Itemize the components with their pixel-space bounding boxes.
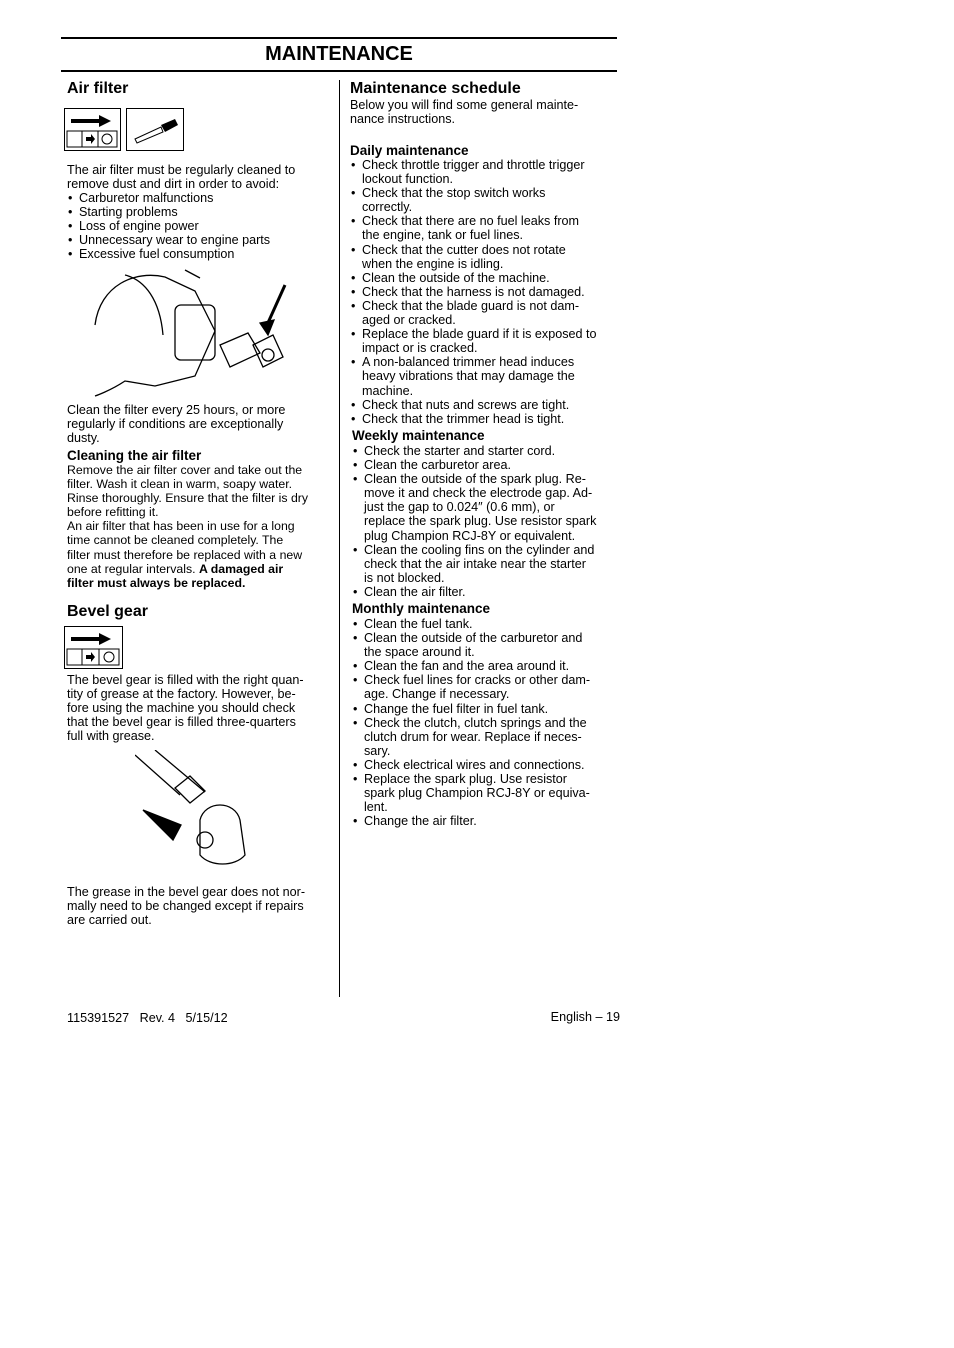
bevel-gear-text: The bevel gear is filled with the right quan- tity of grease at the factory. However, be- fore using the machine you should check that the bevel gear is filled three-quarters full with grease. bbox=[67, 673, 304, 744]
column-divider bbox=[339, 80, 340, 997]
list-item: • Check the clutch, clutch springs and the clutch drum for wear. Replace if neces- sary. bbox=[352, 716, 622, 758]
cleaning-warning: A damaged air filter must always be replaced. bbox=[67, 561, 284, 590]
list-item: • Clean the cooling fins on the cylinder and check that the air intake near the starter is not blocked. bbox=[352, 543, 622, 585]
bevel-gear-heading: Bevel gear bbox=[67, 603, 148, 620]
list-item: • Clean the fuel tank. bbox=[352, 617, 622, 631]
air-filter-intro: The air filter must be regularly cleaned to remove dust and dirt in order to avoid: bbox=[67, 163, 296, 192]
list-item: • Check throttle trigger and throttle trigger lockout function. bbox=[350, 158, 620, 186]
list-item: • Clean the carburetor area. bbox=[352, 458, 622, 472]
daily-heading: Daily maintenance bbox=[350, 143, 469, 158]
brush-icon bbox=[126, 108, 184, 151]
monthly-heading: Monthly maintenance bbox=[352, 601, 491, 616]
list-item: • Replace the blade guard if it is exposed to impact or is cracked. bbox=[350, 327, 620, 355]
cleaning-paragraph: Remove the air filter cover and take out the filter. Wash it clean in warm, soapy water. Rinse thoroughly. Ensure that the filter is dry before refitting it. An air filter that has been in use for a long time cannot be cleaned completely. The filter must therefore be replaced with a new one at regular intervals. bbox=[67, 463, 309, 576]
doc-number: 115391527 Rev. 4 5/15/12 bbox=[67, 1011, 228, 1025]
weekly-heading: Weekly maintenance bbox=[352, 428, 485, 443]
air-filter-interval: Clean the filter every 25 hours, or more regularly if conditions are exceptionally dusty. bbox=[67, 403, 286, 446]
list-item: • Check the starter and starter cord. bbox=[352, 444, 622, 458]
list-item: • Loss of engine power bbox=[67, 219, 329, 233]
list-item: • A non-balanced trimmer head induces heavy vibrations that may damage the machine. bbox=[350, 355, 620, 397]
schedule-heading: Maintenance schedule bbox=[350, 80, 521, 97]
bevel-gear-illustration bbox=[135, 750, 250, 872]
list-item: • Clean the outside of the machine. bbox=[350, 271, 620, 285]
list-item: • Check fuel lines for cracks or other dam- age. Change if necessary. bbox=[352, 673, 622, 701]
air-filter-illustration bbox=[85, 265, 295, 400]
list-item: • Change the fuel filter in fuel tank. bbox=[352, 702, 622, 716]
list-item: • Check that the cutter does not rotate when the engine is idling. bbox=[350, 243, 620, 271]
weekly-list bbox=[352, 444, 622, 599]
list-item: • Carburetor malfunctions bbox=[67, 191, 329, 205]
list-item: • Check that the trimmer head is tight. bbox=[350, 412, 620, 426]
air-filter-heading: Air filter bbox=[67, 80, 129, 97]
list-item: • Starting problems bbox=[67, 205, 329, 219]
list-item: • Check that the harness is not damaged. bbox=[350, 285, 620, 299]
list-item: • Check that the stop switch works correctly. bbox=[350, 186, 620, 214]
list-item: • Check that the blade guard is not dam- aged or cracked. bbox=[350, 299, 620, 327]
list-item: • Clean the fan and the area around it. bbox=[352, 659, 622, 673]
top-rule bbox=[61, 37, 617, 39]
title-rule bbox=[61, 70, 617, 72]
list-item: • Clean the outside of the spark plug. Re- move it and check the electrode gap. Ad- just the gap to 0.024″ (0.6 mm), or replace the spark plug. Use resistor spark plug Champion RCJ-8Y or equivalent. bbox=[352, 472, 622, 542]
list-item: • Change the air filter. bbox=[352, 814, 622, 828]
cleaning-heading: Cleaning the air filter bbox=[67, 448, 202, 463]
cleaning-text bbox=[67, 463, 329, 590]
list-item: • Replace the spark plug. Use resistor spark plug Champion RCJ-8Y or equiva- lent. bbox=[352, 772, 622, 814]
list-item: • Clean the outside of the carburetor and the space around it. bbox=[352, 631, 622, 659]
list-item: • Unnecessary wear to engine parts bbox=[67, 233, 329, 247]
list-item: • Check that there are no fuel leaks from the engine, tank or fuel lines. bbox=[350, 214, 620, 242]
page-number: English – 19 bbox=[550, 1010, 620, 1024]
list-item: • Check that nuts and screws are tight. bbox=[350, 398, 620, 412]
air-filter-bullets bbox=[67, 191, 329, 261]
daily-list bbox=[350, 158, 620, 426]
page-title: MAINTENANCE bbox=[265, 43, 413, 65]
schedule-intro: Below you will find some general mainte- nance instructions. bbox=[350, 98, 579, 127]
stop-engine-symbol-icon bbox=[64, 108, 121, 151]
list-item: • Excessive fuel consumption bbox=[67, 247, 329, 261]
list-item: • Clean the air filter. bbox=[352, 585, 622, 599]
bevel-gear-note: The grease in the bevel gear does not nor- mally need to be changed except if repairs are carried out. bbox=[67, 885, 306, 928]
list-item: • Check electrical wires and connections. bbox=[352, 758, 622, 772]
stop-engine-symbol-icon bbox=[64, 626, 123, 669]
monthly-list bbox=[352, 617, 622, 828]
